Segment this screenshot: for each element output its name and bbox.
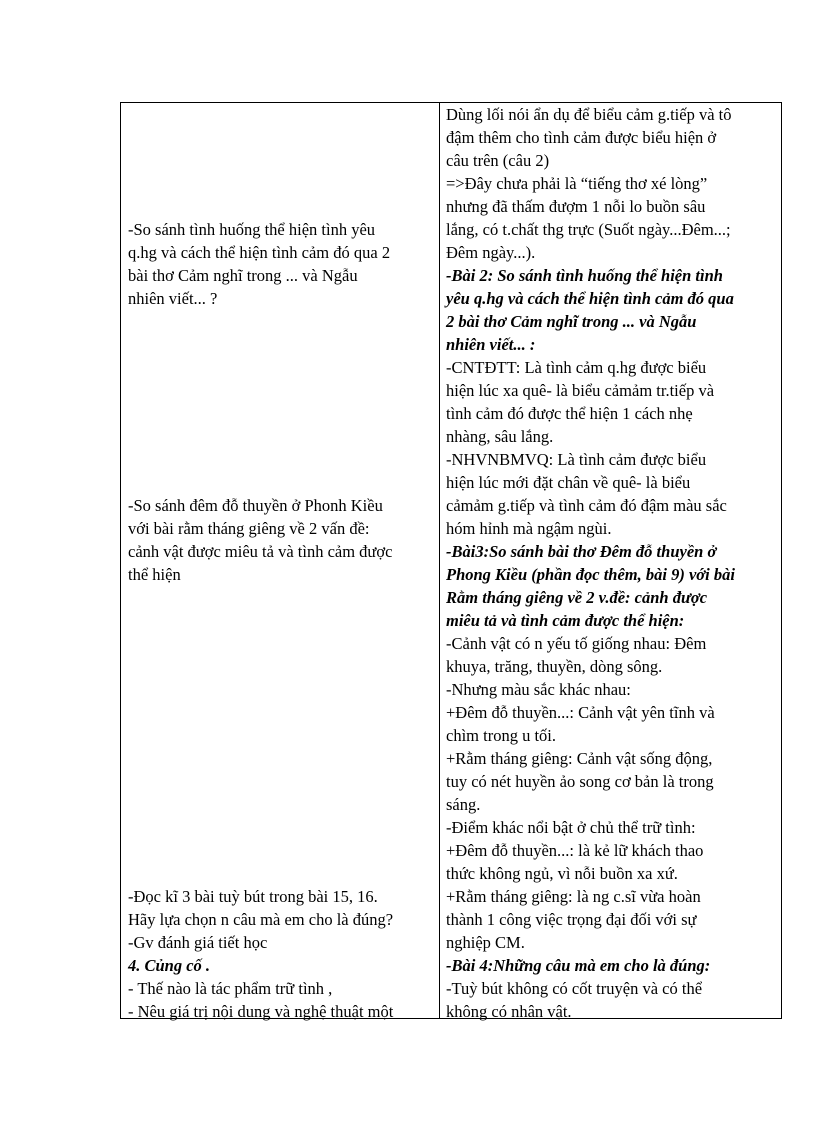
text-line: với bài rằm tháng giêng về 2 vấn đề: — [128, 519, 370, 538]
blank-line — [128, 356, 433, 379]
text-line: tình cảm đó được thể hiện 1 cách nhẹ — [446, 404, 693, 423]
blank-line — [128, 379, 433, 402]
text-line: -Điểm khác nổi bật ở chủ thể trữ tình: — [446, 818, 696, 837]
heading-line: miêu tả và tình cảm được thể hiện: — [446, 611, 685, 630]
text-line: hóm hỉnh mà ngậm ngùi. — [446, 519, 612, 538]
blank-line — [128, 172, 433, 195]
blank-line — [128, 770, 433, 793]
blank-line — [128, 609, 433, 632]
text-line: nhàng, sâu lắng. — [446, 427, 554, 446]
text-line: bài thơ Cảm nghĩ trong ... và Ngẫu — [128, 266, 358, 285]
text-line: =>Đây chưa phải là “tiếng thơ xé lòng” — [446, 174, 708, 193]
text-line: -So sánh đêm đỗ thuyền ở Phonh Kiều — [128, 496, 383, 515]
text-line: thành 1 công việc trọng đại đối với sự — [446, 910, 697, 929]
blank-line — [128, 149, 433, 172]
teacher-activity-column — [128, 103, 433, 1023]
text-line: -Nhưng màu sắc khác nhau: — [446, 680, 631, 699]
text-line: nhiên viết... ? — [128, 289, 218, 308]
blank-line — [128, 793, 433, 816]
blank-line — [128, 448, 433, 471]
text-line: thức không ngủ, vì nỗi buồn xa xứ. — [446, 864, 678, 883]
blank-line — [128, 333, 433, 356]
text-line: khuya, trăng, thuyền, dòng sông. — [446, 657, 663, 676]
blank-line — [128, 655, 433, 678]
blank-line — [128, 862, 433, 885]
heading-line: -Bài 2: So sánh tình huống thể hiện tình — [446, 266, 723, 285]
text-line: câu trên (câu 2) — [446, 151, 550, 170]
text-line: -Gv đánh giá tiết học — [128, 933, 268, 952]
text-line: -Tuỳ bút không có cốt truyện và có thể — [446, 979, 703, 998]
column-divider — [439, 103, 440, 1018]
blank-line — [128, 103, 433, 126]
text-line: +Rằm tháng giêng: Cảnh vật sống động, — [446, 749, 713, 768]
text-line: tuy có nét huyền ảo song cơ bản là trong — [446, 772, 714, 791]
heading-line: 4. Củng cố . — [128, 956, 211, 975]
blank-line — [128, 195, 433, 218]
blank-line — [128, 839, 433, 862]
blank-line — [128, 425, 433, 448]
blank-line — [128, 724, 433, 747]
heading-line: 2 bài thơ Cảm nghĩ trong ... và Ngẫu — [446, 312, 697, 331]
blank-line — [128, 586, 433, 609]
text-line: +Rằm tháng giêng: là ng c.sĩ vừa hoàn — [446, 887, 701, 906]
text-line: chìm trong u tối. — [446, 726, 556, 745]
text-line: không có nhân vật. — [446, 1002, 572, 1021]
heading-line: Phong Kiều (phần đọc thêm, bài 9) với bài — [446, 565, 735, 584]
text-line: -Đọc kĩ 3 bài tuỳ bút trong bài 15, 16. — [128, 887, 378, 906]
heading-line: -Bài 4:Những câu mà em cho là đúng: — [446, 956, 711, 975]
blank-line — [128, 402, 433, 425]
lesson-table — [120, 102, 782, 1019]
text-line: -CNTĐTT: Là tình cảm q.hg được biểu — [446, 358, 707, 377]
text-line: nghiệp CM. — [446, 933, 525, 952]
blank-line — [128, 126, 433, 149]
text-line: cảnh vật được miêu tả và tình cảm được — [128, 542, 393, 561]
text-line: -NHVNBMVQ: Là tình cảm được biểu — [446, 450, 707, 469]
heading-line: -Bài3:So sánh bài thơ Đêm đỗ thuyền ở — [446, 542, 717, 561]
text-line: Dùng lối nói ẩn dụ để biểu cảm g.tiếp và tô — [446, 105, 732, 124]
blank-line — [128, 701, 433, 724]
blank-line — [128, 816, 433, 839]
text-line: +Đêm đỗ thuyền...: Cảnh vật yên tĩnh và — [446, 703, 715, 722]
text-line: lắng, có t.chất thg trực (Suốt ngày...Đêm...; — [446, 220, 731, 239]
text-line: -Cảnh vật có n yếu tố giống nhau: Đêm — [446, 634, 707, 653]
text-line: -So sánh tình huống thể hiện tình yêu — [128, 220, 376, 239]
blank-line — [128, 310, 433, 333]
blank-line — [128, 747, 433, 770]
blank-line — [128, 678, 433, 701]
text-line: sáng. — [446, 795, 481, 814]
heading-line: Rằm tháng giêng về 2 v.đề: cảnh được — [446, 588, 708, 607]
text-line: Hãy lựa chọn n câu mà em cho là đúng? — [128, 910, 394, 929]
blank-line — [128, 471, 433, 494]
text-line: nhưng đã thấm đượm 1 nỗi lo buồn sâu — [446, 197, 706, 216]
text-line: Đêm ngày...). — [446, 243, 536, 262]
text-line: - Nêu giá trị nội dung và nghệ thuật một — [128, 1002, 394, 1021]
text-line: hiện lúc mới đặt chân về quê- là biểu — [446, 473, 691, 492]
text-line: hiện lúc xa quê- là biểu cảmảm tr.tiếp và — [446, 381, 715, 400]
text-line: q.hg và cách thể hiện tình cảm đó qua 2 — [128, 243, 391, 262]
text-line: - Thế nào là tác phẩm trữ tình , — [128, 979, 333, 998]
text-line: +Đêm đỗ thuyền...: là kẻ lữ khách thao — [446, 841, 704, 860]
blank-line — [128, 632, 433, 655]
heading-line: nhiên viết... : — [446, 335, 536, 354]
text-line: đậm thêm cho tình cảm được biểu hiện ở — [446, 128, 717, 147]
text-line: thể hiện — [128, 565, 181, 584]
text-line: cảmảm g.tiếp và tình cảm đó đậm màu sắc — [446, 496, 727, 515]
lesson-content-column — [446, 103, 779, 1023]
heading-line: yêu q.hg và cách thể hiện tình cảm đó qua — [446, 289, 734, 308]
